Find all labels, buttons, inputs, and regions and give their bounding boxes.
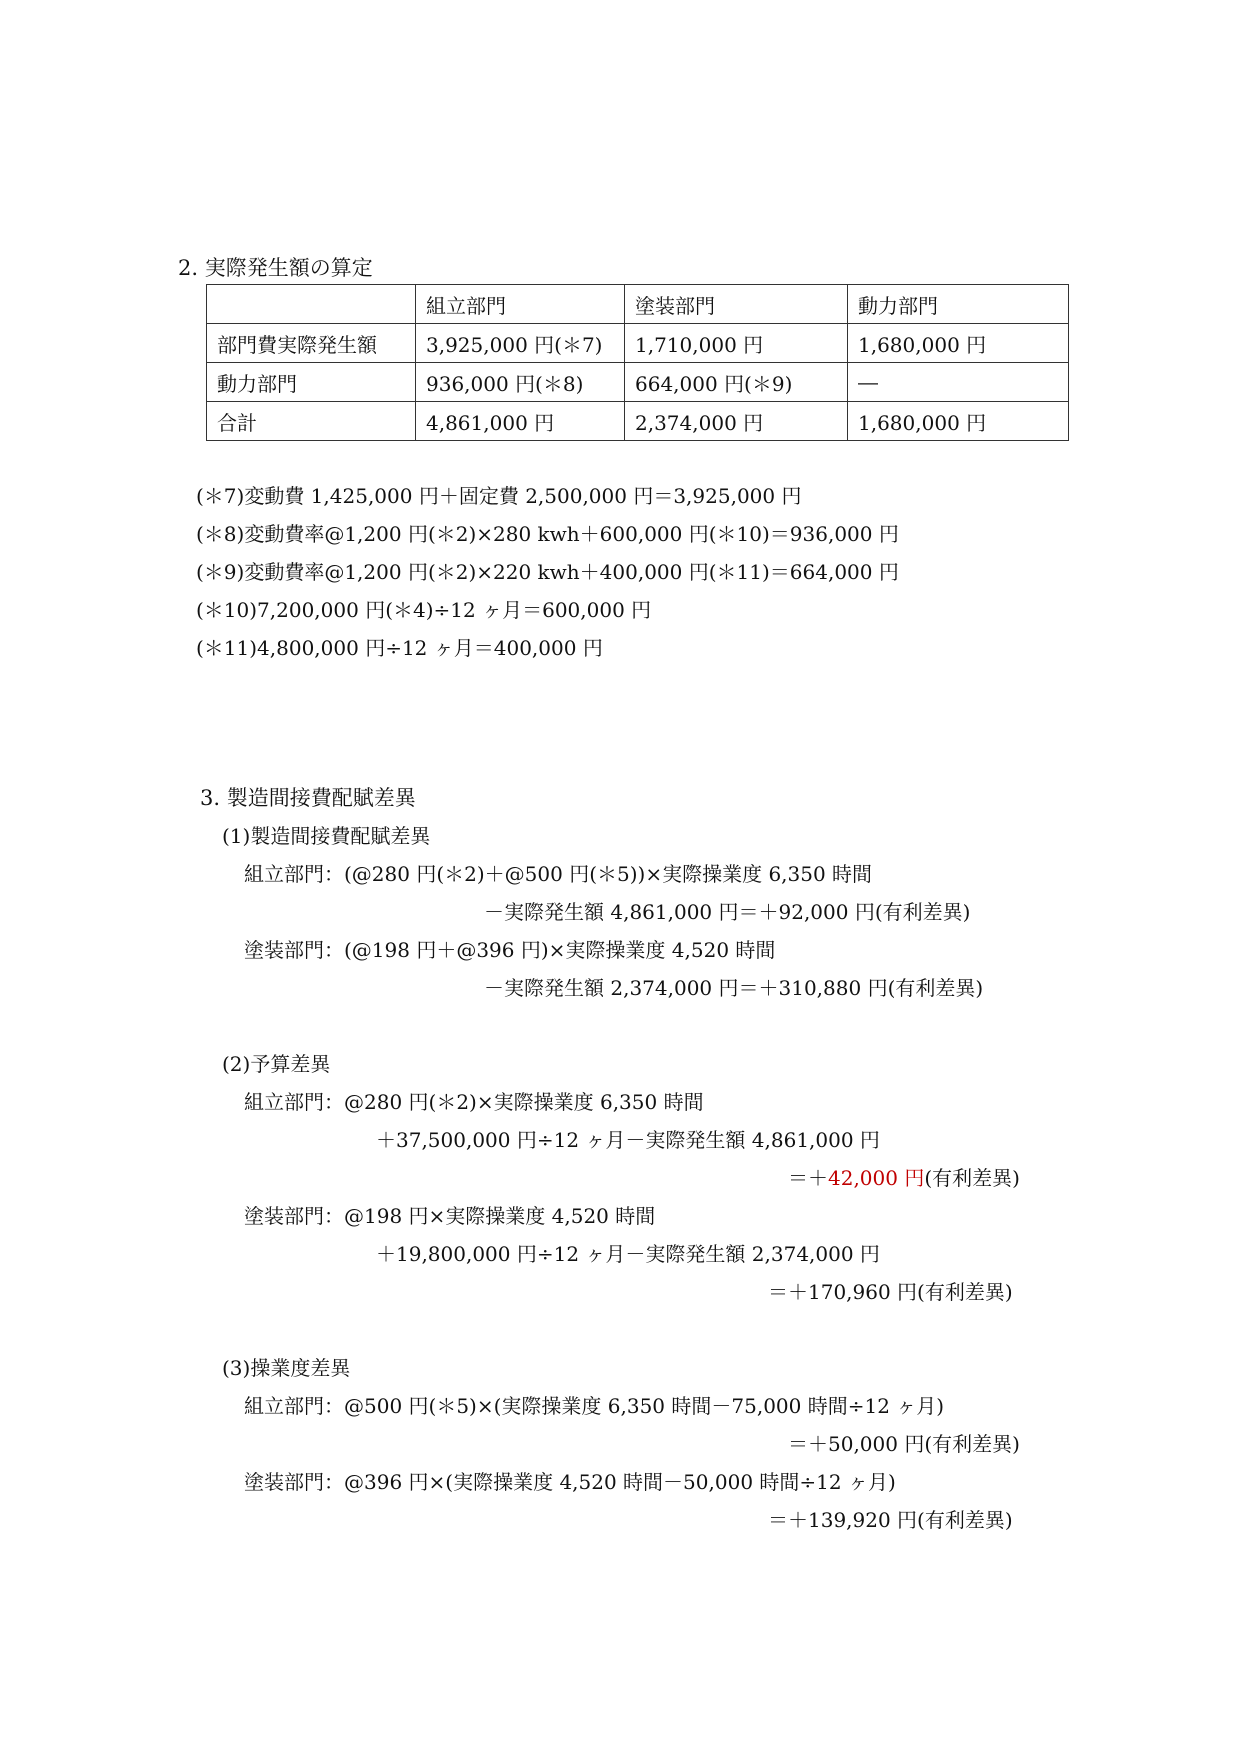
footnote-7: (＊7)変動費 1,425,000 円＋固定費 2,500,000 円＝3,925,000 円 <box>196 484 802 508</box>
footnote-11: (＊11)4,800,000 円÷12 ヶ月＝400,000 円 <box>196 636 603 660</box>
assembly-result-line <box>788 1168 1020 1188</box>
department-cost-table <box>206 284 1069 441</box>
table-header-cell: 塗装部門 <box>625 285 848 324</box>
table-cell: 1,680,000 円 <box>848 402 1069 441</box>
table-row <box>207 363 1069 402</box>
painting-calc-line: 塗装部門：@198 円×実際操業度 4,520 時間 <box>244 1204 656 1228</box>
result-prefix: ＝＋ <box>788 1166 828 1190</box>
table-cell: 1,710,000 円 <box>625 324 848 363</box>
painting-calc-line: 塗装部門：@396 円×(実際操業度 4,520 時間－50,000 時間÷12 ヶ月) <box>244 1470 896 1494</box>
footnote-9: (＊9)変動費率@1,200 円(＊2)×220 kwh＋400,000 円(＊11)＝664,000 円 <box>196 560 899 584</box>
table-cell: 664,000 円(＊9) <box>625 363 848 402</box>
assembly-calc-line: 組立部門：(@280 円(＊2)＋@500 円(＊5))×実際操業度 6,350 時間 <box>244 862 873 886</box>
table-header-cell: 動力部門 <box>848 285 1069 324</box>
footnote-8: (＊8)変動費率@1,200 円(＊2)×280 kwh＋600,000 円(＊10)＝936,000 円 <box>196 522 899 546</box>
table-header-cell: 組立部門 <box>416 285 625 324</box>
subsection-1-title: (1)製造間接費配賦差異 <box>222 824 431 848</box>
table-header-row <box>207 285 1069 324</box>
assembly-result-line: ＝＋50,000 円(有利差異) <box>788 1432 1020 1456</box>
table-row <box>207 402 1069 441</box>
painting-result-line: －実際発生額 2,374,000 円＝＋310,880 円(有利差異) <box>484 976 984 1000</box>
table-cell: ― <box>848 363 1069 402</box>
table-row <box>207 324 1069 363</box>
table-cell: 3,925,000 円(＊7) <box>416 324 625 363</box>
table-cell: 動力部門 <box>207 363 416 402</box>
subsection-2-title: (2)予算差異 <box>222 1052 331 1076</box>
section-3-title: 3. 製造間接費配賦差異 <box>200 786 416 810</box>
highlighted-amount: 42,000 円 <box>828 1166 925 1190</box>
painting-result-line: ＝＋139,920 円(有利差異) <box>768 1508 1013 1532</box>
assembly-calc-line: 組立部門：@500 円(＊5)×(実際操業度 6,350 時間－75,000 時間÷12 ヶ月) <box>244 1394 945 1418</box>
table-cell: 部門費実際発生額 <box>207 324 416 363</box>
painting-calc-line-2: ＋19,800,000 円÷12 ヶ月－実際発生額 2,374,000 円 <box>376 1242 880 1266</box>
section-2-title: 2. 実際発生額の算定 <box>178 256 373 280</box>
table-cell: 1,680,000 円 <box>848 324 1069 363</box>
result-suffix: (有利差異) <box>924 1166 1020 1190</box>
table-cell: 4,861,000 円 <box>416 402 625 441</box>
table-cell: 936,000 円(＊8) <box>416 363 625 402</box>
subsection-3-title: (3)操業度差異 <box>222 1356 351 1380</box>
assembly-result-line: －実際発生額 4,861,000 円＝＋92,000 円(有利差異) <box>484 900 971 924</box>
assembly-calc-line: 組立部門：@280 円(＊2)×実際操業度 6,350 時間 <box>244 1090 704 1114</box>
footnote-10: (＊10)7,200,000 円(＊4)÷12 ヶ月＝600,000 円 <box>196 598 652 622</box>
table-cell: 合計 <box>207 402 416 441</box>
assembly-calc-line-2: ＋37,500,000 円÷12 ヶ月－実際発生額 4,861,000 円 <box>376 1128 880 1152</box>
painting-result-line: ＝＋170,960 円(有利差異) <box>768 1280 1013 1304</box>
table-cell: 2,374,000 円 <box>625 402 848 441</box>
painting-calc-line: 塗装部門：(@198 円＋@396 円)×実際操業度 4,520 時間 <box>244 938 776 962</box>
table-header-cell <box>207 285 416 324</box>
